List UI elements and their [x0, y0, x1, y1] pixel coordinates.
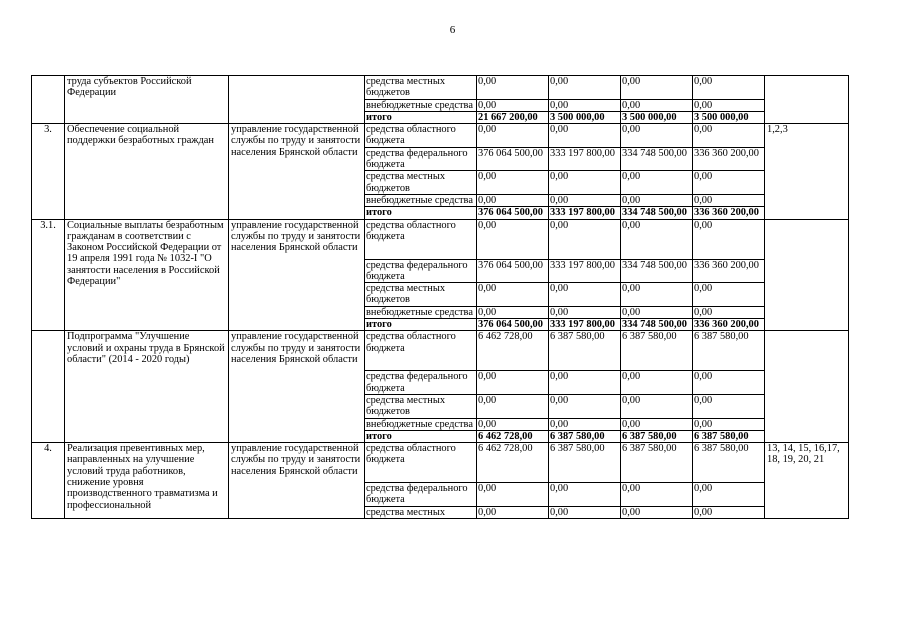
- total-label: итого: [365, 319, 477, 331]
- funding-source: средства федерального бюджета: [365, 483, 477, 507]
- total-label: итого: [365, 207, 477, 219]
- amount-cell: 376 064 500,00: [477, 147, 549, 171]
- amount-cell: 333 197 800,00: [549, 319, 621, 331]
- amount-cell: 0,00: [477, 483, 549, 507]
- amount-cell: 334 748 500,00: [621, 207, 693, 219]
- amount-cell: 0,00: [693, 194, 765, 206]
- amount-cell: 0,00: [549, 306, 621, 318]
- item-name: Социальные выплаты безработным гражданам в соответствии с Законом Российской Федерации от 19 апреля 1991 года № 1032-I "О занятости населения в Российской Федерации": [65, 219, 229, 331]
- amount-cell: 0,00: [477, 394, 549, 418]
- amount-cell: 6 387 580,00: [549, 443, 621, 483]
- amount-cell: 0,00: [549, 394, 621, 418]
- amount-cell: 0,00: [621, 99, 693, 111]
- funding-source: средства местных бюджетов: [365, 76, 477, 100]
- funding-source: внебюджетные средства: [365, 99, 477, 111]
- funding-source: внебюджетные средства: [365, 418, 477, 430]
- amount-cell: 0,00: [621, 506, 693, 518]
- amount-cell: 3 500 000,00: [693, 111, 765, 123]
- funding-row: [32, 443, 849, 483]
- item-name: Подпрограмма "Улучшение условий и охраны труда в Брянской области" (2014 - 2020 годы): [65, 331, 229, 443]
- funding-source: средства федерального бюджета: [365, 371, 477, 395]
- amount-cell: 0,00: [477, 124, 549, 148]
- amount-cell: 336 360 200,00: [693, 147, 765, 171]
- amount-cell: 6 462 728,00: [477, 443, 549, 483]
- amount-cell: 0,00: [549, 483, 621, 507]
- amount-cell: 333 197 800,00: [549, 207, 621, 219]
- amount-cell: 0,00: [549, 99, 621, 111]
- amount-cell: 0,00: [621, 483, 693, 507]
- amount-cell: 333 197 800,00: [549, 147, 621, 171]
- item-executor: управление государственной службы по труду и занятости населения Брянской области: [229, 124, 365, 219]
- amount-cell: 0,00: [477, 371, 549, 395]
- budget-table: [31, 75, 849, 519]
- funding-source: средства федерального бюджета: [365, 259, 477, 283]
- amount-cell: 21 667 200,00: [477, 111, 549, 123]
- amount-cell: 6 387 580,00: [621, 331, 693, 371]
- amount-cell: 376 064 500,00: [477, 207, 549, 219]
- item-number: 4.: [32, 443, 65, 519]
- funding-source: средства местных: [365, 506, 477, 518]
- funding-source: средства местных бюджетов: [365, 394, 477, 418]
- amount-cell: 0,00: [621, 171, 693, 195]
- amount-cell: 0,00: [693, 124, 765, 148]
- amount-cell: 6 387 580,00: [621, 443, 693, 483]
- amount-cell: 0,00: [477, 171, 549, 195]
- funding-source: средства федерального бюджета: [365, 147, 477, 171]
- funding-source: внебюджетные средства: [365, 194, 477, 206]
- amount-cell: 0,00: [693, 394, 765, 418]
- funding-source: средства областного бюджета: [365, 219, 477, 259]
- funding-source: средства областного бюджета: [365, 124, 477, 148]
- item-indicators: [765, 219, 849, 331]
- amount-cell: 0,00: [693, 171, 765, 195]
- item-executor: управление государственной службы по труду и занятости населения Брянской области: [229, 443, 365, 519]
- amount-cell: 0,00: [477, 506, 549, 518]
- item-executor: управление государственной службы по труду и занятости населения Брянской области: [229, 331, 365, 443]
- amount-cell: 0,00: [549, 171, 621, 195]
- amount-cell: 0,00: [549, 506, 621, 518]
- amount-cell: 333 197 800,00: [549, 259, 621, 283]
- page-number: 6: [449, 24, 456, 36]
- amount-cell: 0,00: [549, 418, 621, 430]
- amount-cell: 6 462 728,00: [477, 430, 549, 442]
- amount-cell: 334 748 500,00: [621, 319, 693, 331]
- amount-cell: 0,00: [693, 506, 765, 518]
- total-label: итого: [365, 111, 477, 123]
- amount-cell: 0,00: [621, 124, 693, 148]
- amount-cell: 0,00: [549, 371, 621, 395]
- item-executor: [229, 76, 365, 124]
- amount-cell: 0,00: [693, 219, 765, 259]
- amount-cell: 0,00: [549, 283, 621, 307]
- amount-cell: 0,00: [477, 194, 549, 206]
- amount-cell: 6 387 580,00: [693, 430, 765, 442]
- amount-cell: 0,00: [477, 283, 549, 307]
- amount-cell: 0,00: [693, 99, 765, 111]
- item-executor: управление государственной службы по труду и занятости населения Брянской области: [229, 219, 365, 331]
- item-number: 3.: [32, 124, 65, 219]
- amount-cell: 6 387 580,00: [693, 443, 765, 483]
- amount-cell: 0,00: [549, 124, 621, 148]
- amount-cell: 0,00: [549, 219, 621, 259]
- amount-cell: 0,00: [621, 306, 693, 318]
- amount-cell: 0,00: [693, 306, 765, 318]
- item-number: 3.1.: [32, 219, 65, 331]
- item-number: [32, 331, 65, 443]
- funding-source: средства областного бюджета: [365, 443, 477, 483]
- amount-cell: 0,00: [549, 76, 621, 100]
- item-indicators: 1,2,3: [765, 124, 849, 219]
- funding-source: средства местных бюджетов: [365, 283, 477, 307]
- amount-cell: 0,00: [693, 371, 765, 395]
- amount-cell: 336 360 200,00: [693, 259, 765, 283]
- funding-row: [32, 331, 849, 371]
- amount-cell: 0,00: [621, 219, 693, 259]
- amount-cell: 3 500 000,00: [549, 111, 621, 123]
- amount-cell: 0,00: [477, 418, 549, 430]
- amount-cell: 0,00: [477, 306, 549, 318]
- item-name: труда субъектов Российской Федерации: [65, 76, 229, 124]
- funding-row: [32, 124, 849, 148]
- amount-cell: 334 748 500,00: [621, 259, 693, 283]
- amount-cell: 0,00: [693, 418, 765, 430]
- item-name: Реализация превентивных мер, направленных на улучшение условий труда работников, снижение уровня производственного травматизма и профессиональной: [65, 443, 229, 519]
- item-indicators: [765, 76, 849, 124]
- funding-source: внебюджетные средства: [365, 306, 477, 318]
- amount-cell: 376 064 500,00: [477, 259, 549, 283]
- amount-cell: 6 387 580,00: [549, 331, 621, 371]
- amount-cell: 6 387 580,00: [549, 430, 621, 442]
- amount-cell: 376 064 500,00: [477, 319, 549, 331]
- item-indicators: [765, 331, 849, 443]
- funding-source: средства местных бюджетов: [365, 171, 477, 195]
- amount-cell: 6 387 580,00: [693, 331, 765, 371]
- item-indicators: 13, 14, 15, 16,17, 18, 19, 20, 21: [765, 443, 849, 519]
- amount-cell: 0,00: [477, 76, 549, 100]
- amount-cell: 0,00: [693, 483, 765, 507]
- amount-cell: 0,00: [621, 76, 693, 100]
- amount-cell: 0,00: [693, 76, 765, 100]
- amount-cell: 0,00: [477, 99, 549, 111]
- funding-source: средства областного бюджета: [365, 331, 477, 371]
- amount-cell: 0,00: [621, 371, 693, 395]
- item-number: [32, 76, 65, 124]
- amount-cell: 336 360 200,00: [693, 207, 765, 219]
- amount-cell: 6 387 580,00: [621, 430, 693, 442]
- funding-row: [32, 76, 849, 100]
- item-name: Обеспечение социальной поддержки безработных граждан: [65, 124, 229, 219]
- amount-cell: 6 462 728,00: [477, 331, 549, 371]
- amount-cell: 336 360 200,00: [693, 319, 765, 331]
- funding-row: [32, 219, 849, 259]
- amount-cell: 0,00: [621, 194, 693, 206]
- amount-cell: 0,00: [477, 219, 549, 259]
- amount-cell: 0,00: [621, 394, 693, 418]
- total-label: итого: [365, 430, 477, 442]
- amount-cell: 0,00: [621, 283, 693, 307]
- amount-cell: 334 748 500,00: [621, 147, 693, 171]
- amount-cell: 0,00: [621, 418, 693, 430]
- amount-cell: 0,00: [693, 283, 765, 307]
- amount-cell: 0,00: [549, 194, 621, 206]
- amount-cell: 3 500 000,00: [621, 111, 693, 123]
